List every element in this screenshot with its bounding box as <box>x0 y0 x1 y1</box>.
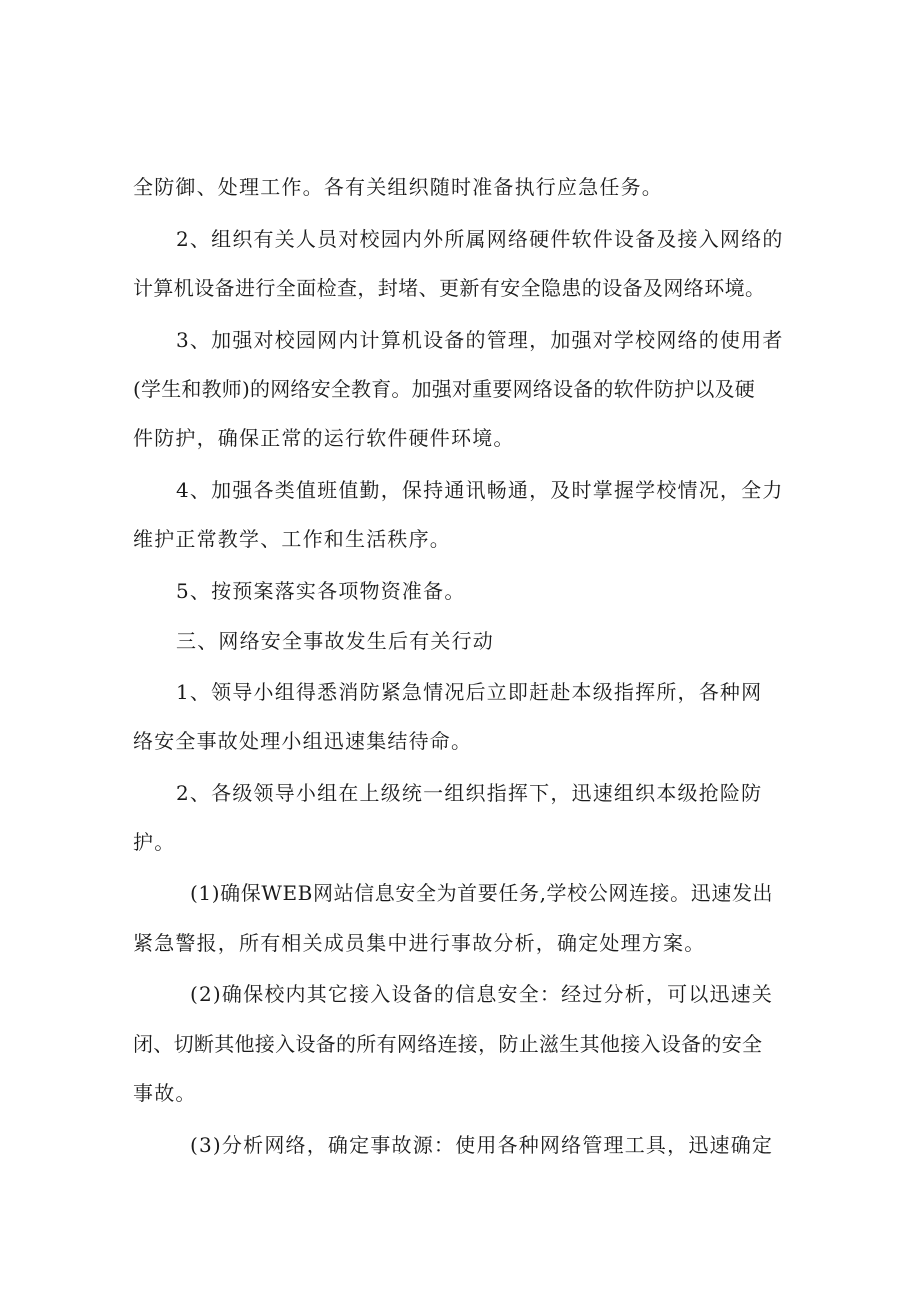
text-line-6: 件防护，确保正常的运行软件硬件环境。 <box>133 426 515 450</box>
text-line-13: 2、各级领导小组在上级统一组织指挥下，迅速组织本级抢险防 <box>176 781 763 805</box>
text-line-7: 4、加强各类值班值勤，保持通讯畅通，及时掌握学校情况，全力 <box>176 478 784 502</box>
text-line-11: 1、领导小组得悉消防紧急情况后立即赶赴本级指挥所，各种网 <box>176 680 763 704</box>
text-line-12: 络安全事故处理小组迅速集结待命。 <box>133 729 473 753</box>
text-line-4: 3、加强对校园网内计算机设备的管理，加强对学校网络的使用者 <box>176 328 784 352</box>
text-line-1: 全防御、处理工作。各有关组织随时准备执行应急任务。 <box>133 175 663 199</box>
text-line-15: (1)确保WEB网站信息安全为首要任务,学校公网连接。迅速发出 <box>190 881 774 905</box>
text-line-17: (2)确保校内其它接入设备的信息安全：经过分析，可以迅速关 <box>190 982 774 1006</box>
text-line-18: 闭、切断其他接入设备的所有网络连接，防止滋生其他接入设备的安全 <box>133 1032 763 1056</box>
text-line-16: 紧急警报，所有相关成员集中进行事故分析，确定处理方案。 <box>133 931 706 955</box>
text-line-9: 5、按预案落实各项物资准备。 <box>176 579 466 603</box>
text-line-19: 事故。 <box>133 1081 197 1105</box>
text-line-2: 2、组织有关人员对校园内外所属网络硬件软件设备及接入网络的 <box>176 227 784 251</box>
text-line-14: 护。 <box>133 830 176 854</box>
text-line-3: 计算机设备进行全面检查，封堵、更新有安全隐患的设备及网络环境。 <box>133 276 766 300</box>
text-line-20: (3)分析网络，确定事故源：使用各种网络管理工具，迅速确定 <box>190 1133 774 1157</box>
section-heading-3: 三、网络安全事故发生后有关行动 <box>176 629 494 653</box>
text-line-8: 维护正常教学、工作和生活秩序。 <box>133 527 451 551</box>
text-line-5: (学生和教师)的网络安全教育。加强对重要网络设备的软件防护以及硬 <box>133 377 756 401</box>
